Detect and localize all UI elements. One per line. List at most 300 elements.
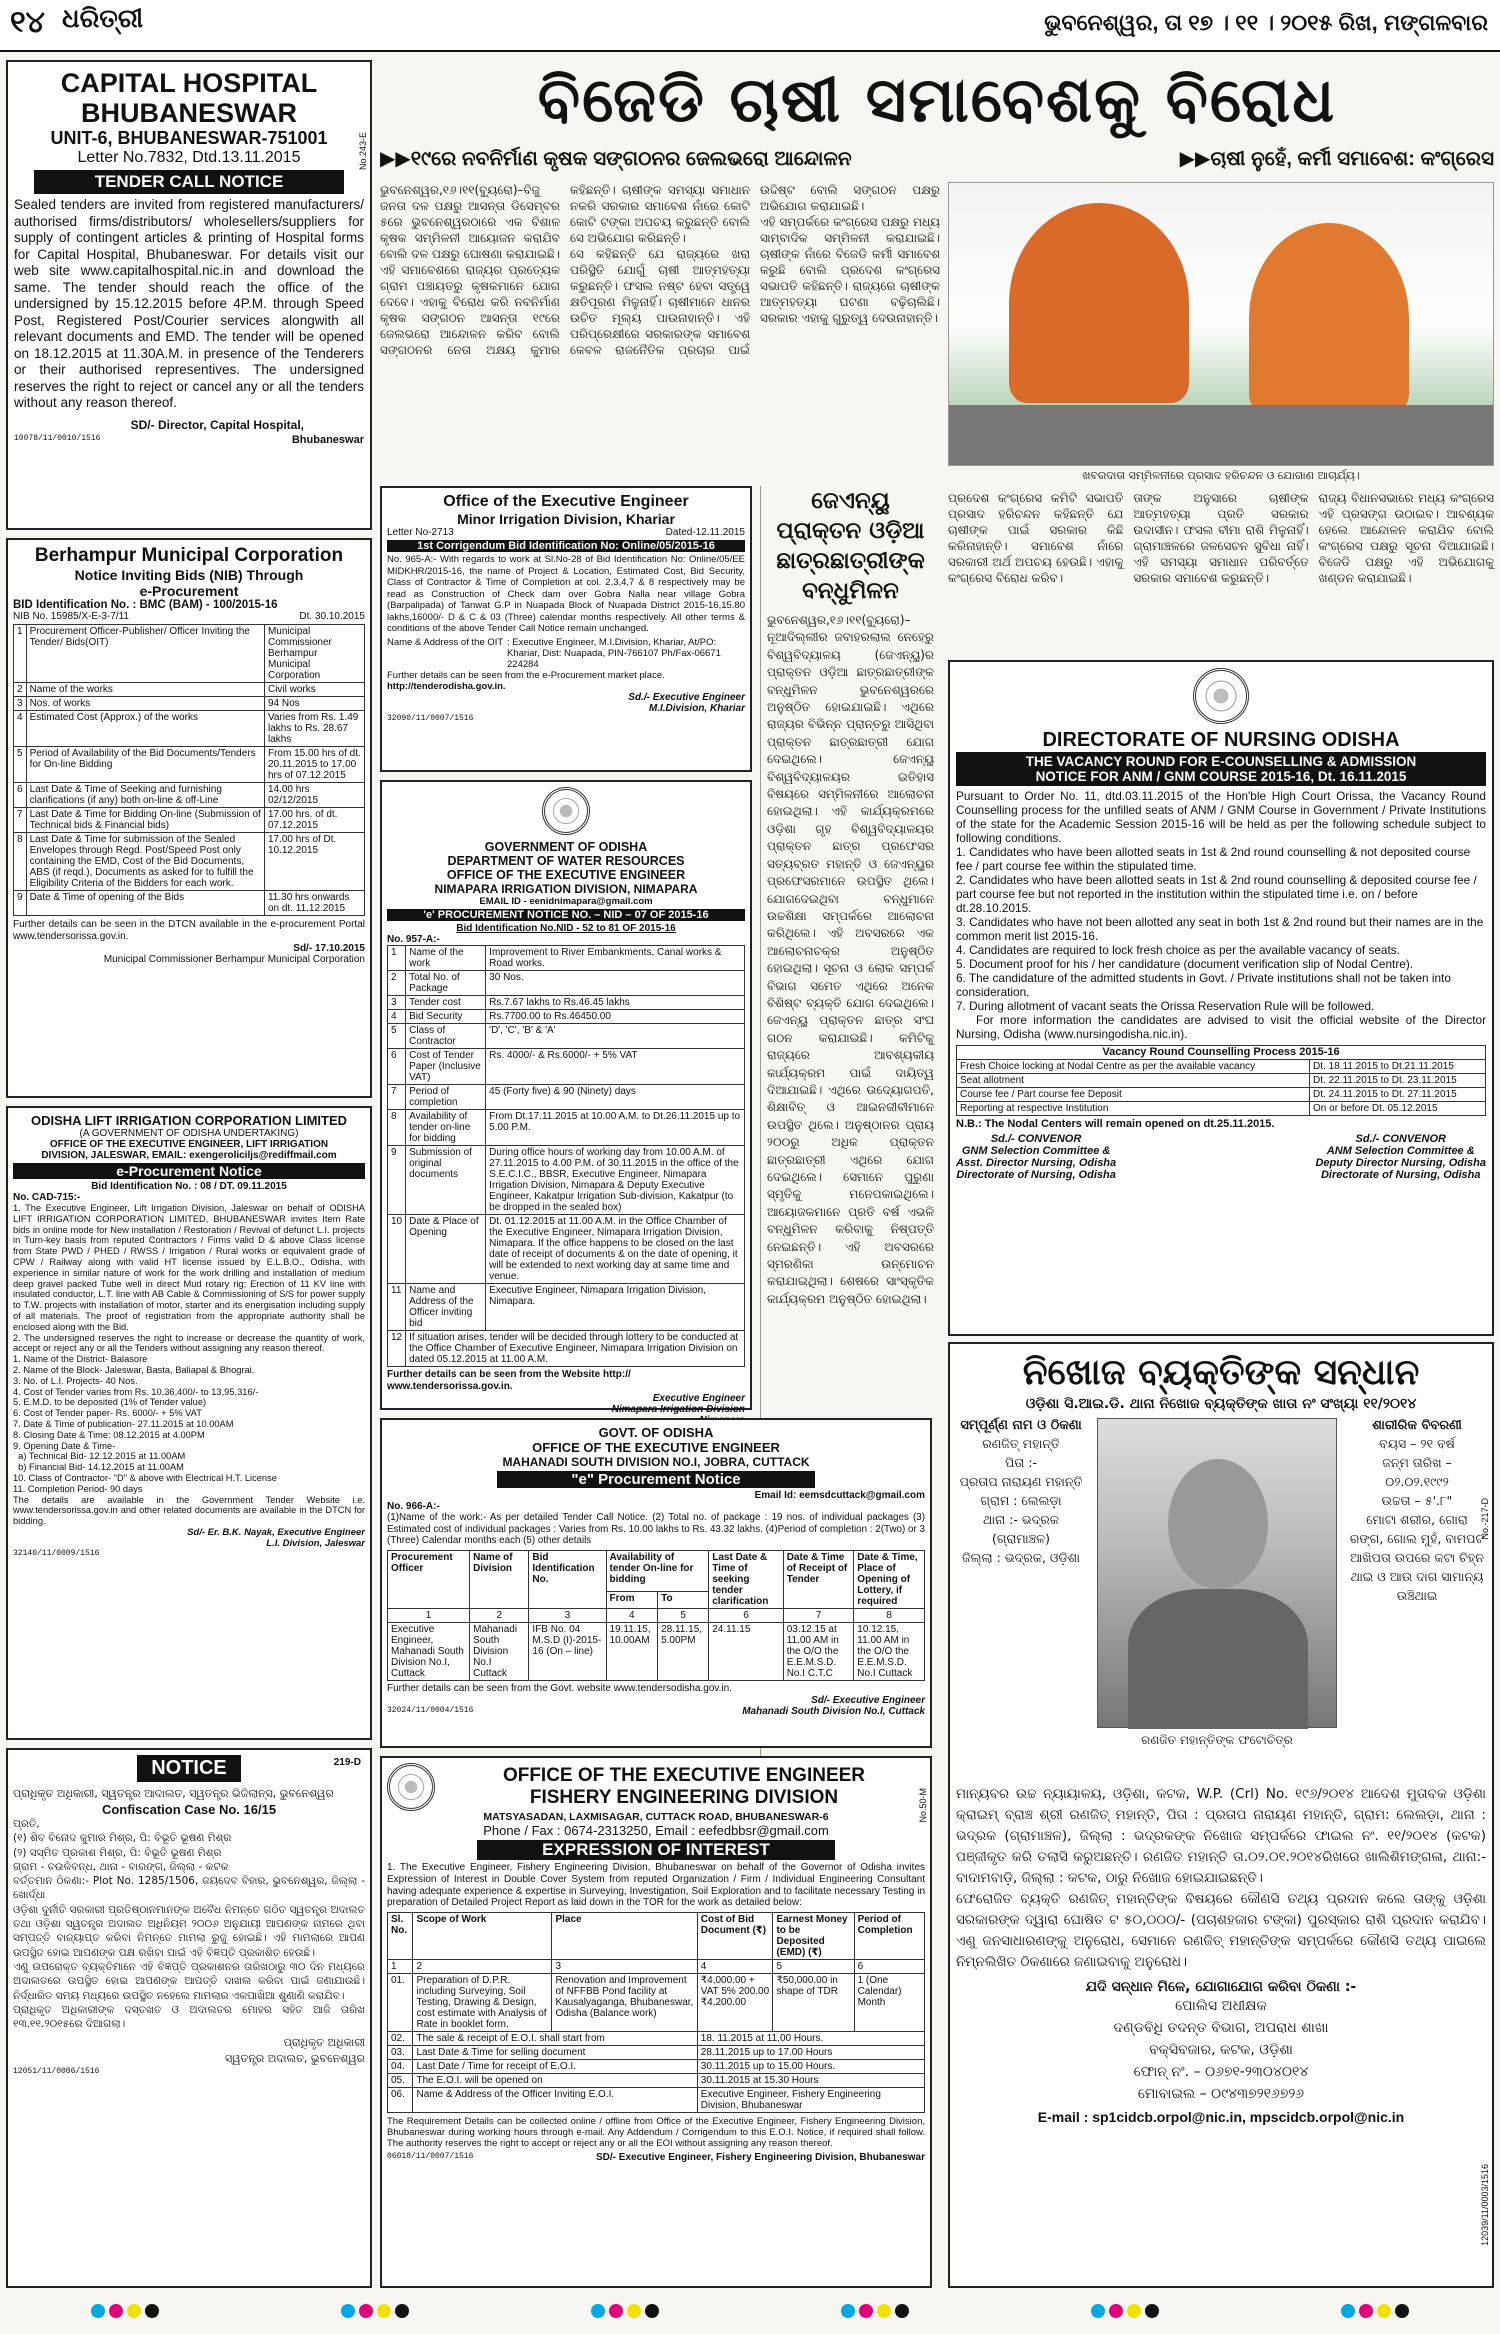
face-silhouette	[1168, 1459, 1268, 1589]
letter-date: Dated-12.11.2015	[665, 527, 745, 538]
table-row	[388, 2074, 925, 2088]
lead-headline: ବିଜେଡି ଚାଷୀ ସମାବେଶକୁ ବିରୋଧ	[537, 63, 1337, 136]
table-cell: 5	[388, 1024, 406, 1049]
photo-caption: ଖବରଦାତା ସମ୍ମିଳନୀରେ ପ୍ରସାଦ ହରିଚନ୍ଦନ ଓ ଯୋଗାଣ ଆଚାର୍ଯ୍ୟ।	[1082, 469, 1360, 482]
list-item: 6. The candidature of the admitted students in Govt. / Private institutions shall not be taken into consideration.	[956, 971, 1451, 999]
procurement-bar: 'e' PROCUREMENT NOTICE NO. – NID – 07 OF 2015-16	[387, 909, 745, 921]
ad-subtitle: (A GOVERNMENT OF ODISHA UNDERTAKING)	[79, 1128, 299, 1139]
table-cell: Name of the work	[406, 946, 486, 971]
registration-mark-icon	[339, 2304, 411, 2323]
table-cell: Name and Address of the Officer inviting bid	[406, 1284, 486, 1331]
table-cell: Submission of original documents	[406, 1146, 486, 1215]
ad-conditions	[956, 845, 1486, 1013]
table-row	[957, 1060, 1486, 1074]
ad-title: GOVERNMENT OF ODISHA	[484, 840, 648, 854]
signature-office: L.I. Division, Jaleswar	[266, 1537, 365, 1549]
dateline: ଭୁବନେଶ୍ୱର, ତା ୧୭ । ୧୧ । ୨୦୧୫ ରିଖ, ମଙ୍ଗଳବାର	[1044, 10, 1488, 35]
table-cell: Course fee / Part course fee Deposit	[957, 1088, 1310, 1102]
ad-phone: Phone / Fax : 0674-2313250, Email : eefedbbsr@gmail.com	[483, 1823, 829, 1838]
fishery-table	[387, 1912, 925, 2113]
col-header: Date & Time of Receipt of Tender	[783, 1550, 854, 1608]
ad-title: Office of the Executive Engineer	[443, 493, 689, 510]
ad-title: Berhampur Municipal Corporation	[34, 545, 344, 566]
list-item: 5. E.M.D. to be deposited (1% of Tender value)	[13, 1397, 207, 1408]
physical-description-heading: ଶାରୀରିକ ବିବରଣୀ	[1372, 1418, 1462, 1433]
table-row	[388, 1110, 745, 1146]
table-row	[388, 1085, 745, 1110]
table-row	[388, 1215, 745, 1284]
ad-ref: 32090/11/0007/1516	[387, 713, 474, 723]
signature: Sd./- Executive Engineer	[628, 691, 745, 703]
notice-code: 219-D	[333, 1757, 361, 1768]
signature-line: ANM Selection Committee &	[1326, 1145, 1475, 1157]
notice-title: ନିଖୋଜ ବ୍ୟକ୍ତିଙ୍କ ସନ୍ଧାନ	[1022, 1352, 1420, 1393]
signature: Executive Engineer	[652, 1393, 745, 1404]
table-cell: The E.O.I. will be opened on	[413, 2074, 697, 2088]
table-cell: On or before Dt. 05.12.2015	[1310, 1102, 1486, 1116]
capital-hospital-ad	[6, 60, 372, 530]
lead-col-5: ତାଙ୍କ ଅନୁସାରେ ଚାଷୀଙ୍କ ଆତ୍ମହତ୍ୟା ପ୍ରତି ସରକାର ଉଦାସୀନ। ଫସଲ ବୀମା ରାଶି ମିଳୁନାହିଁ। ଗ୍ରାମାଞ୍ଚଳରେ ଜଳସେଚନ ସୁବିଧା ନାହିଁ। ଏହି ସମସ୍ୟା ସମାଧାନ ପରିବର୍ତ୍ତେ ସରକାର ସମାବେଶ କରୁଛନ୍ତି।	[1133, 491, 1309, 585]
table-cell: Renovation and Improvement of NFFBB Pond facility at Kausalyaganga, Bhubaneswar, Odisha (Balance work)	[552, 1974, 697, 2032]
list-item: 7. Date & Time of publication- 27.11.2015 at 10.00AM	[13, 1418, 234, 1429]
table-cell: 2	[14, 683, 27, 697]
table-cell: 05.	[388, 2074, 413, 2088]
table-cell: Varies from Rs. 1.49 lakhs to Rs. 28.67 lakhs	[264, 711, 364, 747]
table-cell: Last Date & Time for Bidding On-line (Submission of Technical bids & Financial bids)	[26, 808, 264, 833]
table-row	[14, 697, 365, 711]
lead-body	[380, 182, 940, 478]
table-cell: Executive Engineer, Nimapara Irrigation Division, Nimapara.	[486, 1284, 745, 1331]
table-cell: 2	[388, 971, 406, 996]
bid-id: Bid Identification No.NID - 52 to 81 OF 2015-16	[456, 923, 676, 934]
table-cell: Executive Engineer, Fishery Engineering Division, Bhubaneswar	[697, 2088, 924, 2113]
table-cell: 'D', 'C', 'B' & 'A'	[486, 1024, 745, 1049]
table-cell: 11.30 hrs onwards on dt. 11.12.2015	[264, 891, 364, 916]
ad-intro: Pursuant to Order No. 11, dtd.03.11.2015 of the Hon'ble High Court Orissa, the Vacancy Round Counselling process for the unfilled seats of ANM / GNM Course in Government / Private Institutions of the state for the Academic Session 2015-16 will be held as per the following schedule subject to following conditions.	[956, 789, 1486, 845]
ad-division: MAHANADI SOUTH DIVISION NO.I, JOBRA, CUTTACK	[502, 1455, 810, 1469]
person-right	[1249, 223, 1409, 413]
ad-ref: 12051/11/0006/1516	[13, 2067, 100, 2077]
ad-address: UNIT-6, BHUBANESWAR-751001	[50, 128, 328, 148]
ink-dot	[645, 2304, 659, 2318]
ad-email: EMAIL ID - eenidnimapara@gmail.com	[479, 896, 653, 907]
lead-col-6: ରାଜ୍ୟ ବିଧାନସଭାରେ ମଧ୍ୟ କଂଗ୍ରେସ ଏହି ପ୍ରସଙ୍ଗ ଉଠାଇବ। ଆବଶ୍ୟକ ହେଲେ ଆନ୍ଦୋଳନ କରାଯିବ ବୋଲି କଂଗ୍ରେସ ପକ୍ଷରୁ ସୂଚନା ଦିଆଯାଇଛି। ବିଜେଡି ପକ୍ଷରୁ ଏହି ଅଭିଯୋଗକୁ ଖଣ୍ଡନ କରାଯାଇଛି।	[1318, 491, 1494, 585]
ad-office: OFFICE OF THE EXECUTIVE ENGINEER, LIFT IRRIGATION	[49, 1139, 329, 1150]
jnu-headline: ଜେଏନ୍‌ୟୁ ପ୍ରାକ୍ତନ ଓଡ଼ିଆ ଛାତ୍ରଛାତ୍ରୀଙ୍କ ବନ୍ଧୁମିଳନ	[776, 488, 925, 604]
khariar-corrigendum	[380, 486, 752, 772]
col-header: Place	[552, 1913, 697, 1960]
signature-line: Deputy Director Nursing, Odisha	[1315, 1157, 1486, 1169]
contact-email: E-mail : sp1cidcb.orpol@nic.in, mpscidcb.orpol@nic.in	[1037, 2109, 1405, 2125]
notice-no: No. 966-A:-	[387, 1501, 440, 1512]
lead-subheads	[380, 146, 1494, 176]
ad-email: Email Id: eemsdcuttack@gmail.com	[754, 1490, 925, 1501]
ink-dot	[1145, 2304, 1159, 2318]
ad-body: Sealed tenders are invited from registered manufacturers/ authorised firms/distributors/ wholesellers/suppliers for supply of contingent articles & printing of Hospital forms for Capital Hospital, Bhubaneswar. For details visit our web site www.capitalhospital.nic.in and download the same. The tender should reach the office of the undersigned by 15.12.2015 before 4P.M. through Speed Post, Registered Post/Courier services alongwith all relevant documents and EMD. The tender will be opened on 18.12.2015 at 11.30A.M. in presence of the Tenderers or their authorised representives. The undersigned reserves the right to reject or cancel any or all the tenders without any reason thereof.	[14, 197, 364, 410]
list-item: 11. Completion Period- 90 days	[13, 1483, 143, 1494]
signature: SD/- Executive Engineer, Fishery Engineering Division, Bhubaneswar	[596, 2152, 925, 2164]
table-cell: 01.	[388, 1974, 413, 2032]
table-cell: 24.11.15	[709, 1622, 783, 1680]
table-row	[388, 971, 745, 996]
table-cell: 1	[388, 1608, 470, 1622]
contact-phone: ଫୋନ୍ ନଂ. – ୦୬୭୧-୨୩୦୪୦୧୪	[1133, 2064, 1309, 2080]
table-cell: 6	[709, 1608, 783, 1622]
notice-no: No. CAD-715:-	[13, 1192, 81, 1203]
table-cell: 5	[14, 747, 27, 783]
subhead-2: ▶▶ଚାଷୀ ନୁହେଁ, କର୍ମୀ ସମାବେଶ: କଂଗ୍ରେସ	[1179, 148, 1494, 170]
table-row	[388, 1622, 925, 1680]
bmc-table	[13, 624, 365, 916]
ad-division: NIMAPARA IRRIGATION DIVISION, NIMAPARA	[434, 882, 698, 896]
signature-gnm	[956, 1133, 1116, 1181]
signature-line: Sd./- CONVENOR	[1355, 1133, 1446, 1145]
table-cell: 8	[854, 1608, 925, 1622]
table-cell: Estimated Cost (Approx.) of the works	[26, 711, 264, 747]
ink-dot	[895, 2304, 909, 2318]
signature-anm	[1315, 1133, 1486, 1181]
table-cell: 3	[388, 996, 406, 1010]
table-cell: Bid Security	[406, 1010, 486, 1024]
photo-caption: ରଣଜିତ ମହାନ୍ତିଙ୍କ ଫଟୋଚିତ୍ର	[1141, 1733, 1293, 1747]
vacancy-bar-1: THE VACANCY ROUND FOR E-COUNSELLING & ADMISSION	[956, 752, 1486, 769]
table-cell: 28.11.2015 up to 17.00 Hours	[697, 2046, 924, 2060]
table-cell: 10.12.15, 11.00 AM in the O/O the E.E.M.S.D. No.I Cuttack	[854, 1622, 925, 1680]
ink-dot	[1127, 2304, 1141, 2318]
table-cell: ₹4,000.00 + VAT 5% 200.00 ₹4,200.00	[697, 1974, 773, 2032]
lead-col-2: ସେ କହିଛନ୍ତି ଯେ ରାଜ୍ୟରେ ଖରା ପରିସ୍ଥିତି ଯୋଗୁଁ ଚାଷୀ ଆତ୍ମହତ୍ୟା କରୁଛନ୍ତି। ଫସଲ ନଷ୍ଟ ହେବା ସତ୍ତ୍ୱେ କ୍ଷତିପୂରଣ ମିଳୁନାହିଁ। ଚାଷୀମାନେ ଧାନର ଉଚିତ ମୂଲ୍ୟ ପାଉନାହାନ୍ତି। ଏହି ପରିପ୍ରେକ୍ଷୀରେ ସରକାରଙ୍କ ସମାବେଶ କେବଳ ରାଜନୈତିକ ପ୍ରଚାର ପାଇଁ ଉଦ୍ଦିଷ୍ଟ ବୋଲି ସଙ୍ଗଠନ ପକ୍ଷରୁ ଅଭିଯୋଗ କରାଯାଇଛି।	[570, 183, 940, 357]
table-cell: Executive Engineer, Mahanadi South Division No.I, Cuttack	[388, 1622, 470, 1680]
col-header: Date & Time, Place of Opening of Lottery, if required	[854, 1550, 925, 1608]
table-cell: 7	[783, 1608, 854, 1622]
col-header: Cost of Bid Document (₹)	[697, 1913, 773, 1960]
signature: ପ୍ରାଧିକୃତ ଅଧିକାରୀ	[283, 2036, 365, 2050]
table-cell: Reporting at respective Institution	[957, 1102, 1310, 1116]
table-row	[388, 1331, 745, 1367]
col-header: Sl. No.	[388, 1913, 413, 1960]
table-cell: 10	[388, 1215, 406, 1284]
col-header: Period of Completion	[854, 1913, 924, 1960]
signature-line: GNM Selection Committee &	[961, 1145, 1111, 1157]
ad-body: No. 965-A:- With regards to work at Sl.No-28 of Bid Identification No: Online/05/EE MIDKHR/2015-16, the name of Project & Location, Estimated Cost, Bid Security, Class of Contractor & Time of Completion at col. 2,3,4,7 & 8 respectively may be read as Construction of Check dam over Gobra Nalla near village Gobra (Barpalipada) of Tanwat G.P in Nuapada Block of Nuapada District 2015-16,15.80 lakhs,16000/- D & C & 03 (Three) calendar months respectively. All other terms & conditions of the above Tender Call Notice remain unchanged.	[387, 554, 745, 634]
ink-dot	[395, 2304, 409, 2318]
list-item: 4. Candidates are required to lock fresh choice as per the available vacancy of seats.	[956, 943, 1400, 957]
list-item: 10. Class of Contractor- "D" & above with Electrical H.T. License	[13, 1472, 277, 1483]
table-row	[14, 625, 365, 683]
ad-dept: DEPARTMENT OF WATER RESOURCES	[447, 854, 685, 868]
table-cell: 2	[470, 1608, 529, 1622]
person-left	[1009, 203, 1189, 403]
registration-marks	[0, 2298, 1500, 2328]
table-cell: 28.11.15, 5.00PM	[658, 1622, 709, 1680]
ink-dot	[859, 2304, 873, 2318]
table-row	[388, 1146, 745, 1215]
table-cell: Civil works	[264, 683, 364, 697]
table-cell: 30.11.2015 up to 15.00 Hours.	[697, 2060, 924, 2074]
ink-dot	[591, 2304, 605, 2318]
case-number: Confiscation Case No. 16/15	[101, 1802, 277, 1817]
registration-mark-icon	[89, 2304, 161, 2323]
table-cell: 1 (One Calendar) Month	[854, 1974, 924, 2032]
tender-bar: TENDER CALL NOTICE	[34, 170, 344, 194]
table-cell: Preparation of D.P.R. including Surveying, Soil Testing, Drawing & Design, cost estimate with Analysis of Rate in booklet form.	[413, 1974, 552, 2032]
table-row	[14, 747, 365, 783]
list-item: 7. During allotment of vacant seats the Orissa Reservation Rule will be followed.	[956, 999, 1375, 1013]
press-table	[949, 405, 1493, 465]
odisha-emblem-icon	[1193, 668, 1249, 724]
ad-body: 1. The Executive Engineer, Lift Irrigation Division, Jaleswar on behalf of ODISHA LIFT IRRIGATION CORPORATION LIMITED, BHUBANESWAR invites Item Rate bids in online mode for New installation / Restoration / Revival of defunct L.I. projects in Turn-key basis from reputed Contractors / Firms valid D & above Class license from State PWD / PHED / RWSS / Irrigation / Rural works or equivalent grade of CPW / Railway along with valid HT license issued by E.L.B.O., Odisha, with experience in similar nature of work for the work drilling and installation of medium deep gravel packed Tube well in direct Mud rotary rig; Erection of 11 KV line with insulated conductor, L.T. line with AB Cable & Commissioning of S/S for power supply to T.W. projects with installation of motor, starter and its energisation including supply of all materials. The proof of registration from the appropriate authority shall be enclosed along with the Bid. 2. The undersigned reserves the right to increase or decrease the quantity of work, accept or reject any or all the Tenders without assigning any reason thereof.	[13, 1203, 365, 1354]
table-cell: The sale & receipt of E.O.I. shall start from	[413, 2032, 697, 2046]
table-row	[14, 711, 365, 747]
oit-address: : Executive Engineer, M.I.Division, Khariar, At/PO: Khariar, Dist: Nuapada, PIN-766107 Ph/Fax-06671 224284	[507, 636, 721, 670]
ad-subtitle: Notice Inviting Bids (NIB) Through	[74, 567, 304, 583]
ad-ref: 10078/11/0010/1516	[14, 433, 101, 443]
eoi-bar: EXPRESSION OF INTEREST	[477, 1840, 835, 1860]
table-cell: 6	[854, 1960, 924, 1974]
col-header: Scope of Work	[413, 1913, 552, 1960]
nib-no: NIB No. 15985/X-E-3-7/11	[13, 611, 129, 622]
list-item: 5. Document proof for his / her candidature (document verification slip of Nodal Centre).	[956, 957, 1414, 971]
physical-description: ବୟସ – ୨୧ ବର୍ଷ ଜନ୍ମ ତାରିଖ – ୦୨.୦୨.୧୯୯୨ ଉଚ୍ଚତା – ୫'.୮" ମୋଟା ଶରୀର, ଗୋରା ରଙ୍ଗ, ଗୋଲ ମୁହଁ, ବାମପଟ ଆଖିପତା ଉପରେ କଟା ଚିହ୍ନ ଥାଇ ଓ ଆଉ ଦାଗ ସାମାନ୍ୟ ଉଞ୍ଚିଥାଇ	[1349, 1436, 1485, 1603]
table-cell: 4	[606, 1608, 658, 1622]
table-cell: 11	[388, 1284, 406, 1331]
table-row	[388, 1024, 745, 1049]
ad-office: OFFICE OF THE EXECUTIVE ENGINEER	[532, 1440, 780, 1455]
list-item: 1. Name of the District- Balasore	[13, 1354, 148, 1365]
contact-line: ବକ୍ସିବଜାର, କଟକ, ଓଡ଼ିଶା	[1149, 2042, 1293, 2058]
list-item: 3. Candidates who have not been allotted any seat in both 1st & 2nd round but their names are in the common merit list 2015-16.	[956, 915, 1484, 943]
ink-dot	[145, 2304, 159, 2318]
table-cell: 06.	[388, 2088, 413, 2113]
table-cell: Rs.7.67 lakhs to Rs.46.45 lakhs	[486, 996, 745, 1010]
table-cell: From Dt.17.11.2015 at 10.00 A.M. to Dt.26.11.2015 up to 5.00 P.M.	[486, 1110, 745, 1146]
table-cell: 30 Nos.	[486, 971, 745, 996]
table-cell: 02.	[388, 2032, 413, 2046]
table-row	[388, 1974, 925, 2032]
table-cell: 1	[388, 1960, 413, 1974]
table-cell: Last Date & Time for selling document	[413, 2046, 697, 2060]
table-cell: 9	[388, 1146, 406, 1215]
ink-dot	[341, 2304, 355, 2318]
table-row	[388, 1284, 745, 1331]
notice-no: No. 957-A:-	[387, 934, 440, 945]
table-cell: 4	[388, 1010, 406, 1024]
col-header: Last Date & Time of seeking tender clarification	[709, 1550, 783, 1608]
missing-person-photo	[1097, 1418, 1337, 1728]
ad-ref: 06018/11/0007/1516	[387, 2152, 474, 2162]
ad-footer: Further details can be seen from the Website http:// www.tendersorissa.gov.in.	[387, 1369, 631, 1392]
ad-ref: 32024/11/0004/1516	[387, 1705, 474, 1715]
ink-dot	[1377, 2304, 1391, 2318]
ad-place: Bhubaneswar	[291, 433, 364, 446]
contact-mobile: ମୋବାଇଲ – ୦୯୪୩୭୨୧୬୭୨୬	[1137, 2086, 1305, 2102]
table-cell: Mahanadi South Division No.I Cuttack	[470, 1622, 529, 1680]
signature-title: Municipal Commissioner Berhampur Municipal Corporation	[103, 954, 365, 965]
table-cell: Availability of tender on-line for bidding	[406, 1110, 486, 1146]
signature: SD/- Director, Capital Hospital,	[130, 417, 304, 432]
list-item: 3. No. of L.I. Projects- 40 Nos.	[13, 1375, 138, 1386]
list-item: 6. Cost of Tender paper- Rs. 6000/- + 5% VAT	[13, 1408, 202, 1419]
notice-subtitle: ଓଡ଼ିଶା ସି.ଆଇ.ଡି. ଥାନା ନିଖୋଜ ବ୍ୟକ୍ତିଙ୍କ ଖାତା ନଂ ସଂଖ୍ୟା ୧୧/୨୦୧୪	[1025, 1396, 1417, 1412]
notice-issuer: ପ୍ରାଧିକୃତ ଅଧିକାରୀ, ସ୍ୱତନ୍ତ୍ର ଆଦାଲତ, ସ୍ୱତନ୍ତ୍ର ଭିଜିଲାନ୍ସ, ଭୁବନେଶ୍ୱର	[13, 1787, 334, 1800]
signature-office: ସ୍ୱତନ୍ତ୍ର ଅଦାଲତ, ଭୁବନେଶ୍ୱର	[225, 2052, 365, 2066]
registration-mark-icon	[589, 2304, 661, 2323]
name-address: ରଣଜିତ୍ ମହାନ୍ତି ପିତା :- ପ୍ରତାପ ନାରାୟଣ ମହାନ୍ତି ଗ୍ରାମ : ଲେଲଡ଼ା ଥାନା :- ଭଦ୍ରକ (ଗ୍ରାମାଞ୍ଚଳ) ଜିଲ୍ଲା : ଭଦ୍ରକ, ଓଡ଼ିଶା	[959, 1436, 1083, 1565]
list-item: a) Technical Bid- 12.12.2015 at 11.00AM	[13, 1451, 186, 1462]
nib-date: Dt. 30.10.2015	[299, 611, 365, 622]
table-cell: Last Date & Time for submission of the Sealed Envelopes through Regd. Post/Speed Post only containing the EMD, Cost of the Bid Documents, ABS (if reqd.), Documents as asked for to fulfill the Eligibility Criteria of the Bidders for each work.	[26, 833, 264, 891]
header-row	[388, 1913, 925, 1960]
table-row	[388, 1608, 925, 1622]
table-cell: 03.12.15 at 11.00 AM in the O/O the E.E.M.S.D. No.I C.T.C	[783, 1622, 854, 1680]
table-cell: From 15.00 hrs of dt. 20.11.2015 to 17.00 hrs of 07.12.2015	[264, 747, 364, 783]
page-number: ୧୪	[10, 6, 45, 39]
contact-line: ପୋଲିସ ଅଧୀକ୍ଷକ	[1175, 1998, 1267, 2014]
ad-address: MATSYASADAN, LAXMISAGAR, CUTTACK ROAD, BHUBANESWAR-6	[483, 1811, 829, 1823]
table-row	[14, 833, 365, 891]
table-cell: Dt. 22.11.2015 to Dt. 23.11.2015	[1310, 1074, 1486, 1088]
table-cell: 19.11.15, 10.00AM	[606, 1622, 658, 1680]
table-cell: Class of Contractor	[406, 1024, 486, 1049]
ink-dot	[109, 2304, 123, 2318]
letter-number: Letter No-2713	[387, 527, 454, 538]
table-cell: 1	[388, 946, 406, 971]
ad-body: 1. The Executive Engineer, Fishery Engineering Division, Bhubaneswar on behalf of the Governor of Odisha invites Expression of Interest in Double Cover System from reputed Organization / Firm / Individual Engineering Consultant having adequate experience & expertise in Surveying, Investigation, Soil Exploration and to facilitate necessary Testing in preparation of Detailed Project Report as laid down in the TOR for the work as detailed below:	[387, 1862, 925, 1909]
table-cell: 2	[413, 1960, 552, 1974]
odisha-emblem-icon	[542, 787, 590, 835]
body-silhouette	[1128, 1589, 1308, 1729]
bid-id: Bid Identification No. : 08 / DT. 09.11.2015	[91, 1181, 287, 1192]
signature-line: Directorate of Nursing, Odisha	[956, 1169, 1116, 1181]
list-item: 2. Name of the Block- Jaleswar, Basta, Baliapal & Bhograi.	[13, 1364, 255, 1375]
ad-title: DIRECTORATE OF NURSING ODISHA	[1042, 729, 1400, 751]
masthead-logo: ଧରିତ୍ରୀ	[62, 4, 144, 34]
table-cell: 6	[388, 1049, 406, 1085]
list-item: 2. Candidates who have been allotted seats in 1st & 2nd round counselling & deposited course fee / part course fee but not reported in the institution within the stipulated time i.e. on / before dt.28.10.2015.	[956, 873, 1477, 915]
ad-note: N.B.: The Nodal Centers will remain opened on dt.25.11.2015.	[956, 1118, 1275, 1130]
notice-body: ପ୍ରତି, (୧) ଶିବ ବିନୋଦ କୁମାର ମିଶ୍ର, ପି: ବିଭୂତି ଭୂଷଣ ମିଶ୍ର (୨) ସସ୍ମିତ ପ୍ରକାଶ ମିଶ୍ର, ପି: ବିଭୂତି ଭୂଷଣ ମିଶ୍ର ଗ୍ରାମ - ବଉଳିବନ୍ଧ, ଥାନା - ବାରଙ୍ଗ, ଜିଲ୍ଲା - କଟକ ବର୍ତ୍ତମାନ ଠିକଣା:- Plot No. 1285/1506, ଜୟଦେବ ବିହାର, ଭୁବନେଶ୍ୱର, ଜିଲ୍ଲା - ଖୋର୍ଦ୍ଧା ଓଡ଼ିଶା ଦୁର୍ନୀତି ସରକାରୀ ପ୍ରତିଷ୍ଠାନମାନଙ୍କ ଅବୈଧ ନିମନ୍ତେ ଗଠିତ ସ୍ୱତନ୍ତ୍ର ଅଦାଲତ ତଥା ଓଡ଼ିଶା ସ୍ୱତନ୍ତ୍ର ଅଦାଲତ ଅଧିନିୟମ ୨୦୦୬ ଅନୁଯାୟୀ ଆପଣଙ୍କ ନାମରେ ଥିବା ସମ୍ପତ୍ତି ବାଜ୍ୟାପ୍ତ କରିବା ନିମନ୍ତେ ମାମଲା ରୁଜୁ ହୋଇଛି। ଏହି ମାମଲାରେ ଆପଣ ଉପସ୍ଥିତ ହୋଇ ଆପଣଙ୍କ ପକ୍ଷ ରଖିବା ପାଇଁ ଏହି ବିଜ୍ଞପ୍ତି ପ୍ରକାଶିତ ହେଉଛି। ଏଣୁ ଉପରୋକ୍ତ ବ୍ୟକ୍ତିମାନେ ଏହି ବିଜ୍ଞପ୍ତି ପ୍ରକାଶନର ତାରିଖଠାରୁ ୩୦ ଦିନ ମଧ୍ୟରେ ଅଦାଲତରେ ଉପସ୍ଥିତ ହୋଇ ଆପଣଙ୍କ ଆପତ୍ତି ଦାଖଲ କରିବା ପାଇଁ ଜଣାଯାଉଛି। ନିର୍ଦ୍ଧାରିତ ସମୟ ମଧ୍ୟରେ ଉପସ୍ଥିତ ନହେଲେ ମାମଲାର ଏକପାଖିଆ ଶୁଣାଣି କରାଯିବ। ପ୍ରାଧିକୃତ ଅଧିକାରୀଙ୍କ ଦସ୍ତଖତ ଓ ଅଦାଲତର ମୋହର ସହିତ ଆଜି ତାରିଖ ୧୩.୧୧.୨୦୧୫ରେ ଦିଆଗଲା।	[13, 1818, 365, 2031]
name-address-heading: ସମ୍ପୂର୍ଣ୍ଣ ନାମ ଓ ଠିକଣା	[960, 1418, 1082, 1433]
ink-dot	[359, 2304, 373, 2318]
table-cell: 18. 11.2015 at 11.00 Hours.	[697, 2032, 924, 2046]
table-cell: ₹50,000.00 in shape of TDR	[773, 1974, 854, 2032]
ad-footer: Further details can be seen from the Govt. website www.tendersodisha.gov.in.	[387, 1682, 732, 1694]
table-row	[14, 891, 365, 916]
table-cell: Procurement Officer-Publisher/ Officer Inviting the Tender/ Bids(OIT)	[26, 625, 264, 683]
col-header: Availability of tender On-line for bidding	[606, 1550, 709, 1592]
ad-subtitle-2: e-Procurement	[139, 583, 239, 599]
table-cell: 94 Nos	[264, 697, 364, 711]
ink-dot	[1109, 2304, 1123, 2318]
table-cell: Dt. 24.11.2015 to Dt. 27.11.2015	[1310, 1088, 1486, 1102]
table-row	[388, 1960, 925, 1974]
table-cell: 14.00 hrs 02/12/2015	[264, 783, 364, 808]
nursing-notice	[948, 660, 1494, 1336]
table-cell: Rs. 4000/- & Rs.6000/- + 5% VAT	[486, 1049, 745, 1085]
ink-dot	[841, 2304, 855, 2318]
list-item: b) Financial Bid- 14.12.2015 at 11.00AM	[13, 1462, 184, 1473]
procurement-bar: "e" Procurement Notice	[497, 1471, 815, 1488]
ad-title: CAPITAL HOSPITAL	[60, 68, 318, 98]
lead-body-continued	[948, 490, 1494, 650]
signature-line: Sd./- CONVENOR	[990, 1133, 1082, 1145]
col-header: To	[658, 1592, 709, 1608]
col-header: Procurement Officer	[388, 1550, 470, 1608]
ink-dot	[1341, 2304, 1355, 2318]
table-cell: 30.11.2015 at 15.30 Hours	[697, 2074, 924, 2088]
signature: Sd/- 17.10.2015	[293, 943, 365, 954]
olic-ad	[6, 1106, 372, 1740]
ad-footer: Further details can be seen from the e-Procurement market place.	[387, 669, 665, 681]
col-header: Name of Division	[470, 1550, 529, 1608]
signature-office: M.I.Division, Khariar	[648, 702, 745, 714]
table-row	[957, 1102, 1486, 1116]
press-photo	[948, 182, 1494, 466]
table-cell: Total No. of Package	[406, 971, 486, 996]
table-cell: 7	[14, 808, 27, 833]
table-cell: 5	[773, 1960, 854, 1974]
table-cell: 45 (Forty five) & 90 (Ninety) days	[486, 1085, 745, 1110]
ad-subtitle: Minor Irrigation Division, Khariar	[457, 511, 675, 527]
table-cell: Tender cost	[406, 996, 486, 1010]
confiscation-notice	[6, 1748, 372, 2288]
ad-division: FISHERY ENGINEERING DIVISION	[529, 1787, 839, 1808]
list-item: 8. Closing Date & Time: 08.12.2015 at 4.00PM	[13, 1429, 205, 1440]
ink-dot	[1359, 2304, 1373, 2318]
table-cell: 3	[14, 697, 27, 711]
table-row	[14, 683, 365, 697]
table-row	[388, 2046, 925, 2060]
ad-ref: 32140/11/0009/1516	[13, 1548, 100, 1558]
missing-person-notice	[948, 1342, 1494, 2288]
table-cell: Period of Availability of the Bid Documents/Tenders for On-line Bidding	[26, 747, 264, 783]
notice-body: ମାନ୍ୟବର ଉଚ୍ଚ ନ୍ୟାୟାଳୟ, ଓଡ଼ିଶା, କଟକ, W.P. (Crl) No. ୧୯୬/୨୦୧୪ ଆଦେଶ ମୁତାବକ ଓଡ଼ିଶା କ୍ରାଇମ୍ ବ୍ରାଞ୍ଚ ଶ୍ରୀ ରଣଜିତ୍ ମହାନ୍ତି, ପିତା : ପ୍ରତାପ ନାରାୟଣ ମହାନ୍ତି, ଗ୍ରାମ: ଲେଲଡ଼ା, ଥାନା : ଭଦ୍ରକ (ଗ୍ରାମାଞ୍ଚଳ), ଜିଲ୍ଲା : ଭଦ୍ରକଙ୍କ ନିଖୋଜ ସମ୍ପର୍କରେ ଫାଇଲ ନଂ. ୧୧/୨୦୧୪ (କଟକ) ପଞ୍ଜୀକୃତ କରି ତଲାସି କରୁଅଛନ୍ତି। ରଣଜିତ ମହାନ୍ତି ତା.୦୨.୦୧.୨୦୧୪ରିଖରେ ଖାଲିଶିମଙ୍ଗଳା, ଥାନା:- ବାଦାମବାଡ଼ି, ଜିଲ୍ଲା : କଟକ, ଠାରୁ ନିଖୋଜ ହୋଇଯାଇଛନ୍ତି। ଫେରୋଜିତ ବ୍ୟକ୍ତି ରଣଜିତ୍ ମହାନ୍ତିଙ୍କ ବିଷୟରେ କୌଣସି ତଥ୍ୟ ପ୍ରଦାନ କଲେ ତାଙ୍କୁ ଓଡ଼ିଶା ସରକାରଙ୍କ ଦ୍ୱାରା ଘୋଷିତ ଟ ୫୦,୦୦୦/- (ପଚାଶହଜାର ଟଙ୍କା) ପୁରସ୍କାର ରାଶି ପ୍ରଦାନ କରାଯିବ। ଏଣୁ ଜନସାଧାରଣଙ୍କୁ ଅନୁରୋଧ, ସେମାନେ ରଣଜିତ୍ ମହାନ୍ତିଙ୍କ ସମ୍ପର୍କରେ କୌଣସି ତଥ୍ୟ ପାଇଲେ ନିମ୍ନଲିଖିତ ଠିକଣାରେ ଜଣାଇବାକୁ ଅନୁରୋଧ।	[956, 1786, 1486, 1970]
signature-office: Nimapara Irrigation Division	[611, 1404, 745, 1415]
signature-office: Mahanadi South Division No.I, Cuttack	[742, 1705, 925, 1717]
table-cell: 12	[388, 1331, 406, 1367]
table-cell: Date & Place of Opening	[406, 1215, 486, 1284]
table-row	[388, 946, 745, 971]
ad-footer: The details are available in the Government Tender Website i.e. www.tendersorissa.gov.in and other related documents are available in the DTCN for bidding.	[13, 1494, 365, 1527]
table-row	[14, 808, 365, 833]
table-row	[957, 1074, 1486, 1088]
contact-heading: ଯଦି ସନ୍ଧାନ ମିଳେ, ଯୋଗାଯୋଗ କରିବା ଠିକଣା :-	[1085, 1979, 1357, 1995]
ad-items	[13, 1354, 365, 1494]
table-cell: 3	[529, 1608, 606, 1622]
table-row	[388, 2088, 925, 2113]
table-cell: Period of completion	[406, 1085, 486, 1110]
table-cell: Improvement to River Embankments, Canal works & Road works.	[486, 946, 745, 971]
lead-col-3: ଏହି ସମ୍ପର୍କରେ କଂଗ୍ରେସ ପକ୍ଷରୁ ମଧ୍ୟ ସାମ୍ବାଦିକ ସମ୍ମିଳନୀ କରାଯାଇଛି। ଚାଷୀଙ୍କ ନାଁରେ ବିଜେଡି କର୍ମୀ ସମାବେଶ କରୁଛି ବୋଲି ପ୍ରଦେଶ କଂଗ୍ରେସ ସଭାପତି କହିଛନ୍ତି। ରାଜ୍ୟରେ ଚାଷୀଙ୍କ ଆତ୍ମହତ୍ୟା ଘଟଣା ବଢ଼ିଚାଲିଛି। ସରକାର ଏହାକୁ ଗୁରୁତ୍ୱ ଦେଉନାହାନ୍ତି।	[760, 215, 940, 325]
col-header: From	[606, 1592, 658, 1608]
ink-dot	[127, 2304, 141, 2318]
ad-more-info: For more information the candidates are advised to visit the official website of the Director Nursing, Odisha (www.nursingodisha.nic.in).	[956, 1013, 1486, 1041]
table-cell: 6	[14, 783, 27, 808]
jobra-notice	[380, 1418, 932, 1748]
list-item: 1. Candidates who have been allotted seats in 1st & 2nd round counselling & not deposited course fee / part course fee within the stipulated time.	[956, 845, 1471, 873]
table-cell: Last Date / Time for receipt of E.O.I.	[413, 2060, 697, 2074]
page-header	[0, 0, 1500, 52]
ad-side-code: No.243-E	[358, 132, 368, 171]
lead-col-4: ପ୍ରଦେଶ କଂଗ୍ରେସ କମିଟି ସଭାପତି ପ୍ରସାଦ ହରିଚନ୍ଦନ କହିଛନ୍ତି ଯେ ଚାଷୀଙ୍କ ପାଇଁ ସରକାର କିଛି କରିନାହାନ୍ତି। ସମାବେଶ ନାଁରେ ସରକାରୀ ଅର୍ଥ ଅପଚୟ ହେଉଛି। ଏହାକୁ କଂଗ୍ରେସ ବିରୋଧ କରିବ।	[948, 491, 1124, 585]
table-cell: 04.	[388, 2060, 413, 2074]
registration-mark-icon	[1339, 2304, 1411, 2323]
vacancy-bar-2: NOTICE FOR ANM / GNM COURSE 2015-16, Dt. 16.11.2015	[956, 769, 1486, 786]
table-cell: 7	[388, 1085, 406, 1110]
nursing-table	[956, 1045, 1486, 1116]
signature-line: Directorate of Nursing, Odisha	[1320, 1169, 1481, 1181]
jobra-table	[387, 1550, 925, 1681]
